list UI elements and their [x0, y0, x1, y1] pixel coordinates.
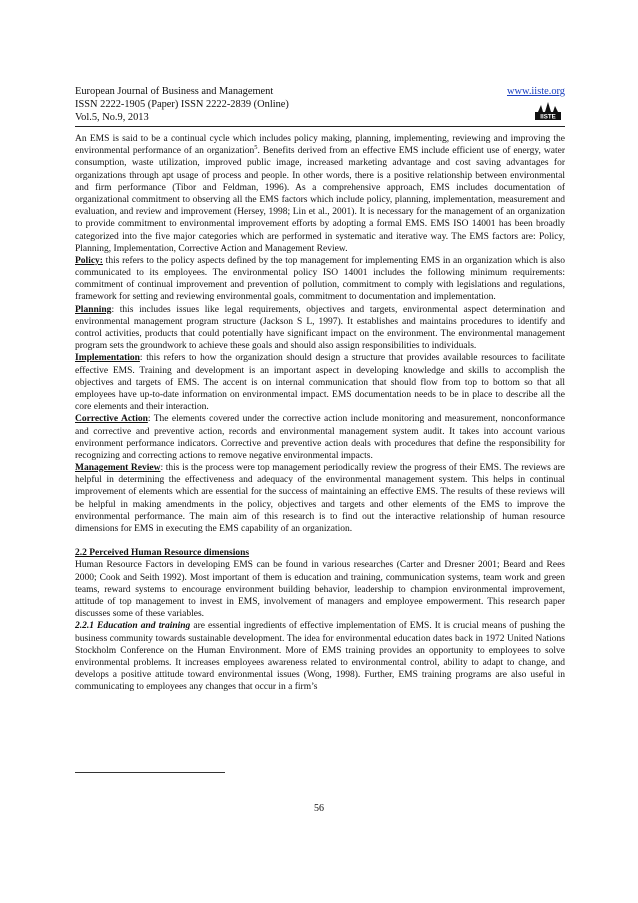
header-rule	[75, 126, 565, 127]
paragraph-implementation: Implementation: this refers to how the organization should design a structure that provides available resources to facilitate effective EMS. Training and development is an important aspect in developing knowledge and skills to accomplish the objectives and targets of EMS. The accent is on internal communication that should flow from top to bottom so that all employees have up-to-date information on environmental impact. EMS documentation needs to be in place to describe all the core elements and their interaction.	[75, 353, 565, 413]
corrective-action-label: Corrective Action	[75, 414, 148, 425]
paragraph-hr-factors: Human Resource Factors in developing EMS can be found in various researches (Carter and Dresner 2001; Beard and Rees 2000; Cook and Seith 1992). Most important of them is education and training, communication systems, team work and green teams, reward systems to encourage environment building behavior, leadership to champion environmental improvement, attitude of top management to invest in EMS, involvement of managers and employee empowerment. This research paper discusses some of these variables.	[75, 560, 565, 620]
journal-issn: ISSN 2222-1905 (Paper) ISSN 2222-2839 (Online)	[75, 99, 289, 110]
planning-label: Planning	[75, 304, 112, 315]
section-heading: 2.2 Perceived Human Resource dimensions	[75, 548, 250, 559]
logo-text: IISTE	[540, 113, 556, 120]
paragraph-policy: Policy: this refers to the policy aspects defined by the top management for implementing EMS in an organization which is also communicated to its employees. The environmental policy ISO 14001 includes the following minimum requirements: commitment of continual improvement and prevention of pollution, commitment to comply with legislations and regulations, framework for setting and reviewing environmental goals, commitment to documentation and implementation.	[75, 255, 565, 303]
page-number: 56	[314, 803, 324, 814]
journal-title: European Journal of Business and Management	[75, 86, 274, 97]
journal-volume: Vol.5, No.9, 2013	[75, 112, 149, 123]
footnote-ref[interactable]: 5	[254, 144, 258, 152]
paragraph-planning: Planning: this includes issues like legal requirements, objectives and targets, environmental aspect determination and environmental management program structure (Jackson S L, 1997). It establishes and maintains procedures to identify and control activities, products that could potentially have significant impact on the environment. The environmental management program sets the groundwork to achieve these goals and should also assign responsibilities to individuals.	[75, 304, 565, 352]
paragraph-corrective-action: Corrective Action: The elements covered under the corrective action include monitoring and measurement, nonconformance and corrective and preventive action, records and environmental management system audit. It takes into account various environment performance indicators. Corrective and preventive action deals with procedures that define the responsibility for recognizing and correcting actions to remove negative environmental impacts.	[75, 414, 565, 461]
footnote-rule	[75, 772, 225, 773]
policy-label: Policy:	[75, 255, 103, 266]
implementation-label: Implementation	[75, 353, 140, 364]
journal-info	[75, 85, 565, 124]
journal-url-link[interactable]: www.iiste.org	[506, 86, 565, 97]
iiste-logo	[535, 101, 561, 120]
page-body	[75, 133, 565, 693]
subsection-heading: 2.2.1 Education and training	[75, 621, 191, 632]
paragraph-ems-intro: An EMS is said to be a continual cycle which includes policy making, planning, implementing, reviewing and improving the environmental performance of an organization$^5$. Benefits derived from an effective EMS include efficient use of energy, water consumption, waste utilization, improved public image, increased marketing advantage and cost saving advantages for organizations through apt usage of process and people. In other words, there is a positive relationship between environmental and firm performance (Tibor and Feldman, 1996). As a comprehensive approach, EMS includes documentation of organizational commitment to observing all the EMS factors which include policy, planning, implementation, measurement and evaluation, and review and improvement (Hersey, 1998; Lin et al., 2001). It is necessary for the management of an organization to provide commitment to environmental improvement efforts by adopting a formal EMS. EMS ISO 14001 has been broadly categorized into the five major categories which are performed in systematic and iterative way. The EMS factors are: Policy, Planning, Implementation, Corrective Action and Management Review.	[75, 134, 565, 254]
paragraph-education-training: 2.2.1 Education and training are essential ingredients of effective implementation of EMS. It is crucial means of pushing the business community towards sustainable development. The idea for environmental education dates back in 1972 United Nations Stockholm Conference on the Human Environment. More of EMS training provides an opportunity to employees to solve environmental problems. It increases employees awareness related to environmental control, ability to adapt to change, and develops a positive attitude toward environmental issues (Wong, 1998). Further, EMS training programs are also useful in communicating to employees any changes that occur in a firm’s	[75, 621, 565, 693]
management-review-label: Management Review	[75, 463, 161, 474]
paragraph-management-review: Management Review: this is the process were top management periodically review the progress of their EMS. The reviews are helpful in determining the effectiveness and adequacy of the environmental management system. This helps in continual improvement of elements which are essential for the success of maintaining an effective EMS. The results of these reviews will be helpful in making amendments in the policy, objectives and targets and other elements of the EMS to improve the environmental performance. The main aim of this research is to find out the interactive relationship of human resource dimensions for EMS in executing the EMS capability of an organization.	[75, 463, 565, 534]
running-header	[75, 85, 565, 124]
